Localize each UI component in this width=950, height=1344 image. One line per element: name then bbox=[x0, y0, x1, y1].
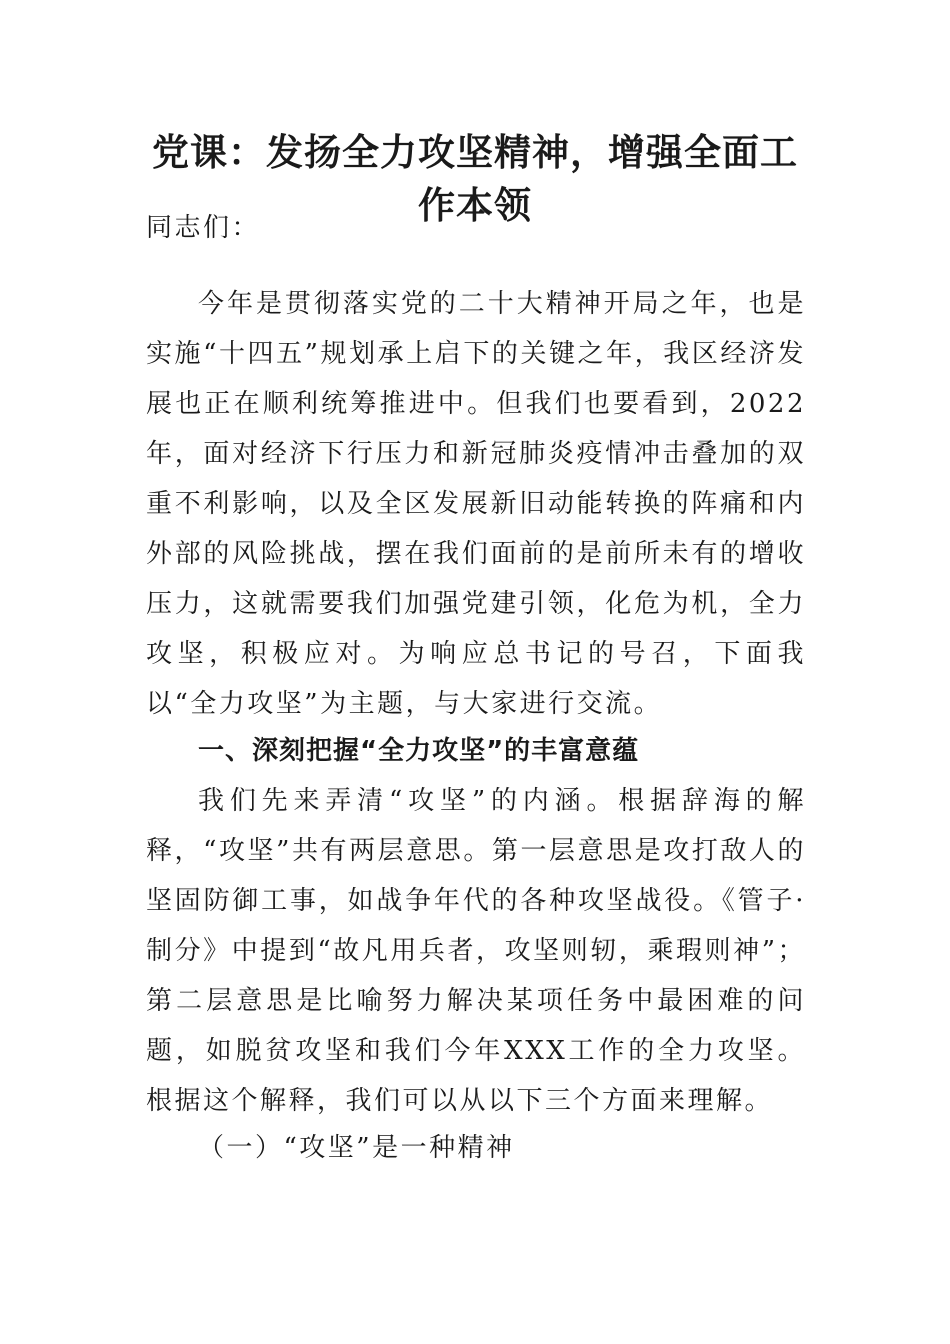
subsection-heading-1: （一）“攻坚”是一种精神 bbox=[198, 1133, 515, 1163]
section-1-paragraph: 我们先来弄清“攻坚”的内涵。根据辞海的解释，“攻坚”共有两层意思。第一层意思是攻打敌人的坚固防御工事，如战争年代的各种攻坚战役。《管子·制分》中提到“故凡用兵者，攻坚则轫，乘瑕则神”；第二层意思是比喻努力解决某项任务中最困难的问题，如脱贫攻坚和我们今年XXX工作的全力攻坚。根据这个解释，我们可以从以下三个方面来理解。 bbox=[146, 786, 806, 1116]
section-heading-1: 一、深刻把握“全力攻坚”的丰富意蕴 bbox=[198, 736, 640, 766]
document-title: 党课：发扬全力攻坚精神，增强全面工作本领 bbox=[152, 131, 798, 227]
salutation: 同志们： bbox=[146, 213, 261, 243]
intro-paragraph: 今年是贯彻落实党的二十大精神开局之年，也是实施“十四五”规划承上启下的关键之年，我区经济发展也正在顺利统筹推进中。但我们也要看到，2022年，面对经济下行压力和新冠肺炎疫情冲击叠加的双重不利影响，以及全区发展新旧动能转换的阵痛和内外部的风险挑战，摆在我们面前的是前所未有的增收压力，这就需要我们加强党建引领，化危为机，全力攻坚，积极应对。为响应总书记的号召，下面我以“全力攻坚”为主题，与大家进行交流。 bbox=[146, 289, 806, 719]
